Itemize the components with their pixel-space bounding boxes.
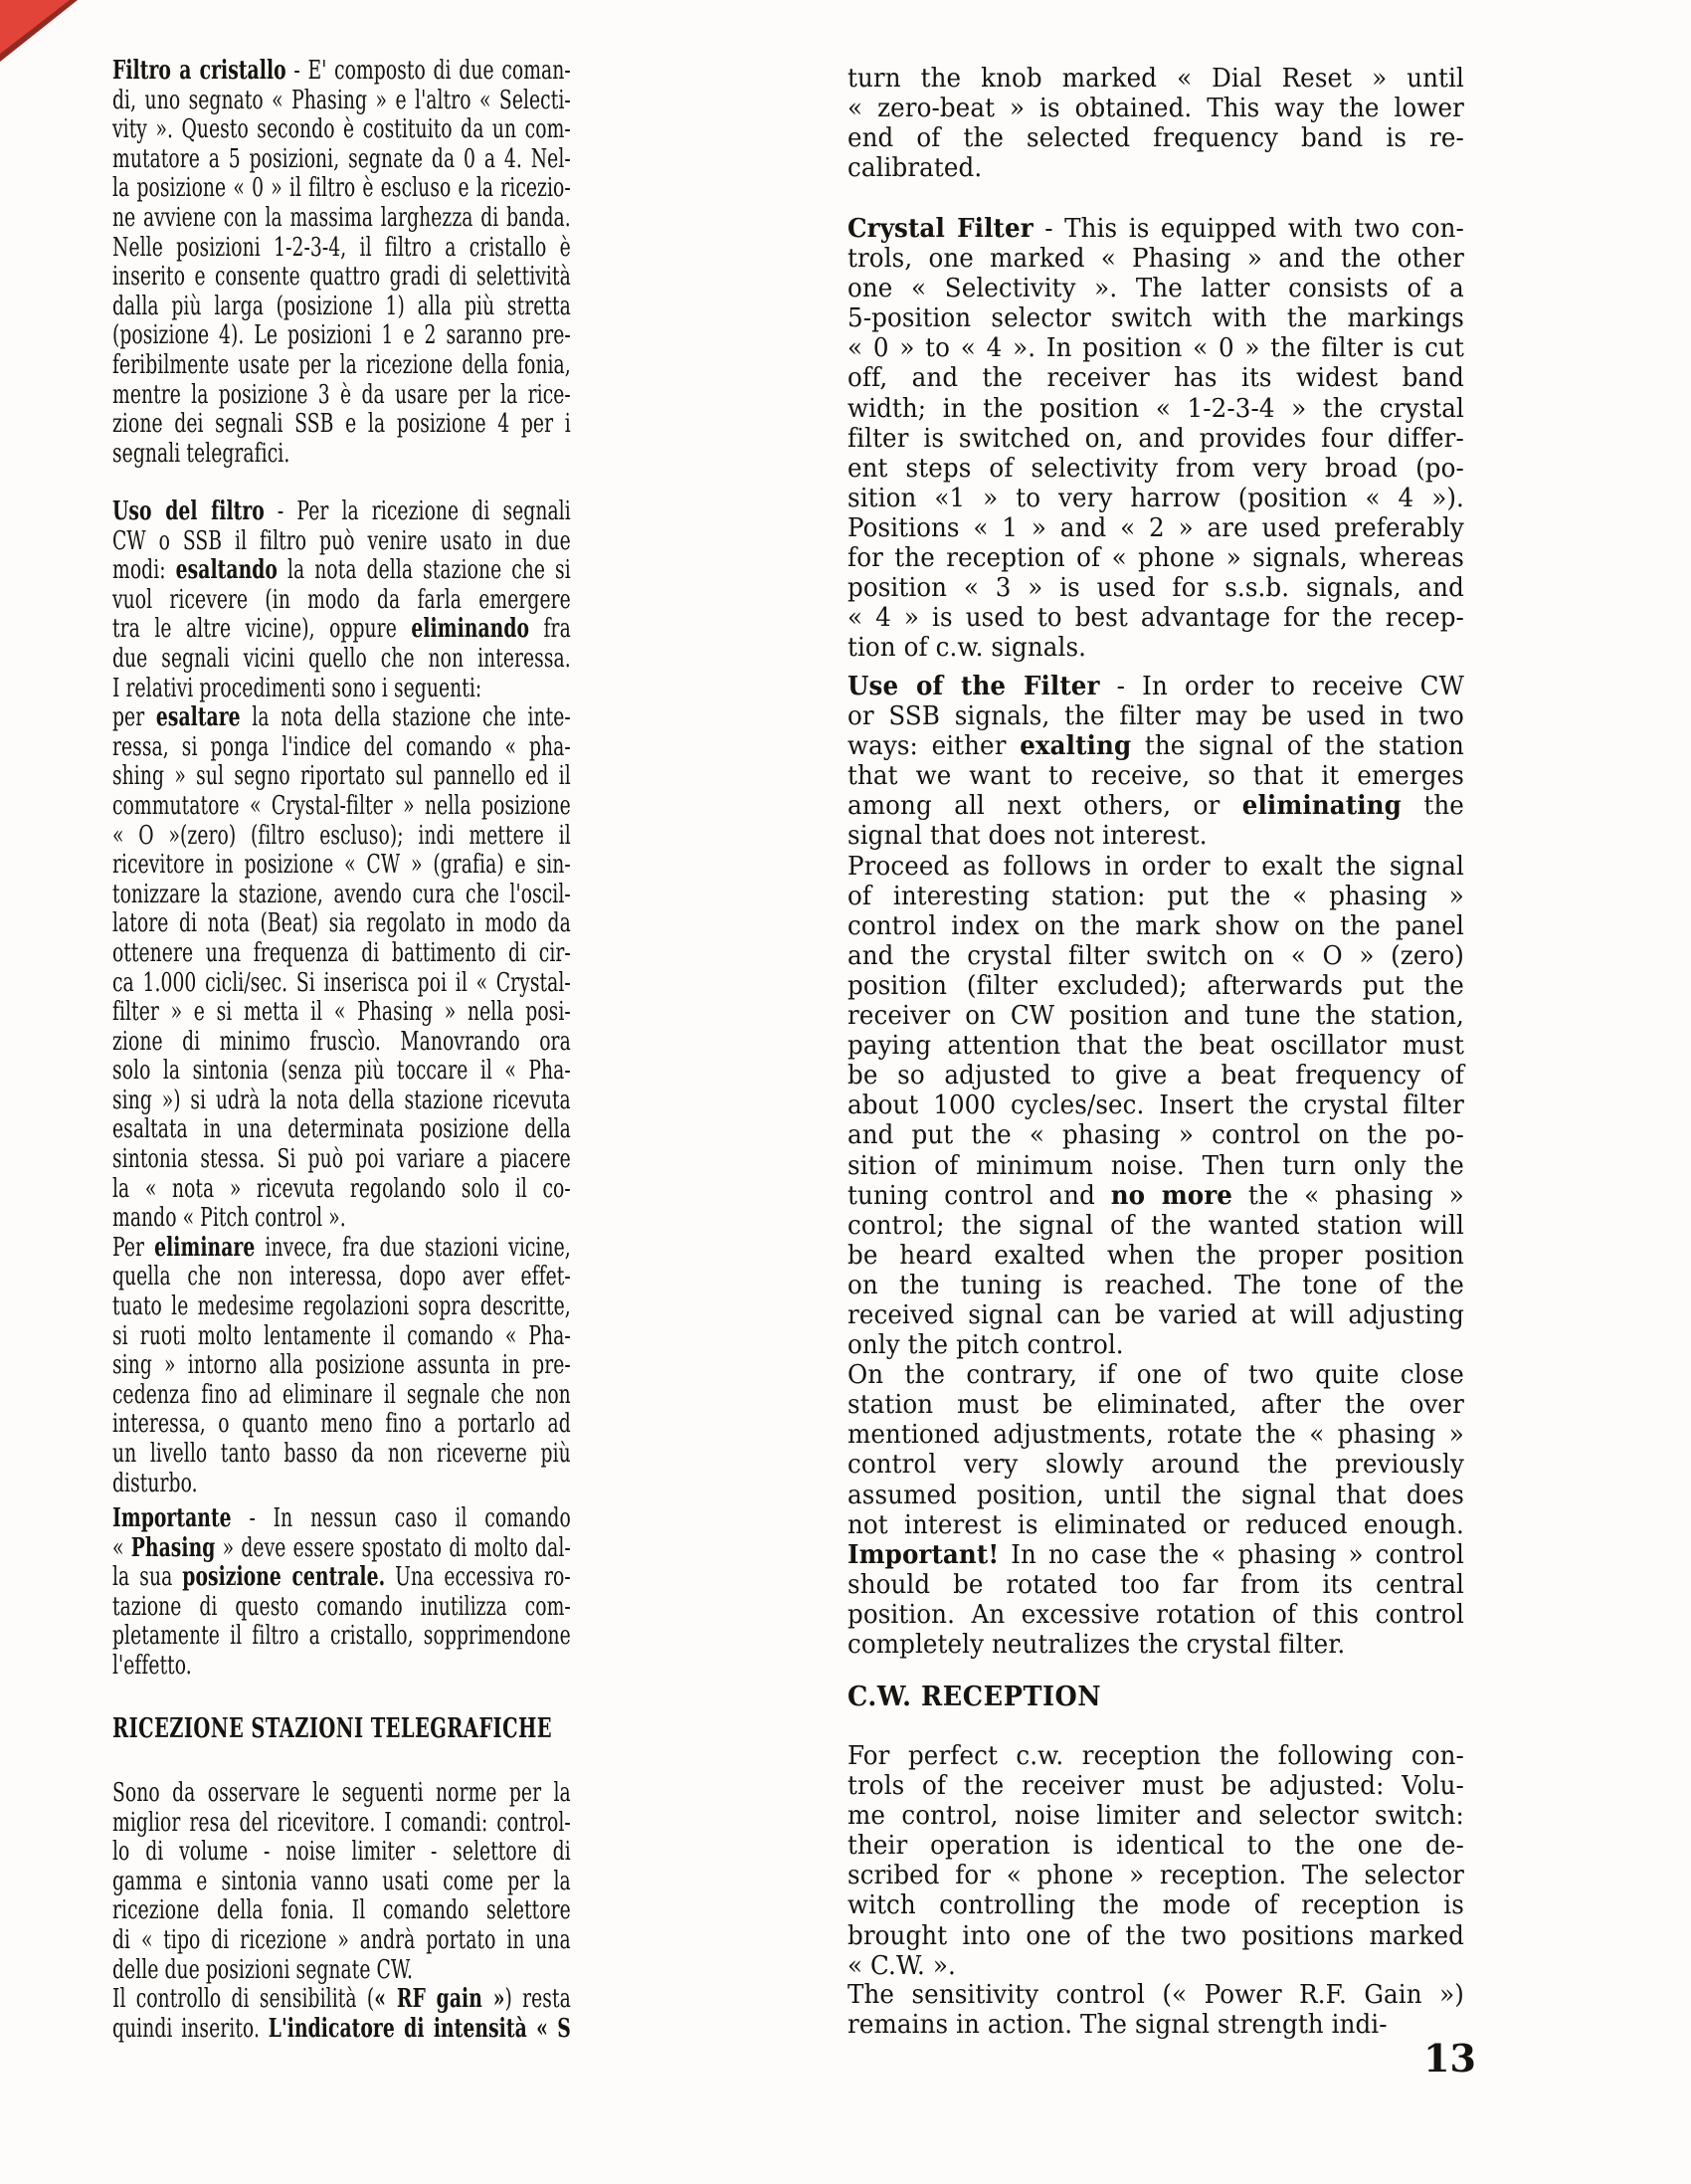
text-line: « 4 » is used to best advantage for the recep- [847,603,1464,634]
text-line: Uso del filtro - Per la ricezione di segnali [112,496,571,526]
text-line: For perfect c.w. reception the following con- [847,1741,1464,1771]
text-line: Nelle posizioni 1-2-3-4, il filtro a cristallo è [112,232,571,263]
text-line: quindi inserito. L'indicatore di intensità « S [112,2013,571,2044]
text-line: la sua posizione centrale. Una eccessiva ro- [112,1562,571,1593]
text-line: tonizzare la stazione, avendo cura che l'oscil- [112,879,571,909]
text-line: di « tipo di ricezione » andrà portato in una [112,1924,571,1955]
text-line: Filtro a cristallo - E' composto di due coman- [112,56,571,86]
paragraph [847,1980,1464,2040]
text-line: trols, one marked « Phasing » and the other [847,244,1464,275]
text-line: position (filter excluded); afterwards put the [847,970,1464,1001]
text-line: ricevitore in posizione « CW » (grafia) e sin- [112,850,571,881]
text-line: filter is switched on, and provides four differ- [847,423,1464,454]
text-line: disturbo. [112,1468,198,1498]
text-line: « C.W. ». [847,1950,956,1981]
text-line: solo la sintonia (senza più toccare il « Pha- [112,1056,571,1087]
text-line: mentioned adjustments, rotate the « phasing » [847,1420,1464,1451]
text-line: on the tuning is reached. The tone of the [847,1270,1464,1300]
paragraph [847,64,1464,183]
text-line: for the reception of « phone » signals, whereas [847,543,1464,574]
text-line: calibrated. [847,153,983,184]
text-line: cedenza fino ad eliminare il segnale che non [112,1379,571,1410]
text-line: lo di volume - noise limiter - selettore di [112,1837,571,1868]
page-corner-mark [0,0,78,62]
text-line: tion of c.w. signals. [847,633,1087,664]
text-line: per esaltare la nota della stazione che inte- [112,702,571,733]
text-line: la posizione « 0 » il filtro è escluso e la ricezio- [112,173,571,204]
text-line: ways: either exalting the signal of the station [847,731,1464,762]
text-line: me control, noise limiter and selector switch: [847,1801,1464,1832]
text-line: that we want to receive, so that it emerges [847,761,1464,792]
text-line: 5-position selector switch with the markings [847,303,1464,334]
text-line: Use of the Filter - In order to receive CW [847,672,1464,701]
text-line: control index on the mark show on the panel [847,910,1464,941]
text-line: be so adjusted to give a beat frequency of [847,1061,1464,1092]
text-line: esaltata in una determinata posizione della [112,1114,571,1145]
text-line: shing » sul segno riportato sul pannello ed il [112,761,571,792]
paragraph [847,1741,1464,1981]
text-line: tra le altre vicine), oppure eliminando fra [112,614,571,645]
text-line: due segnali vicini quello che non interessa. [112,643,571,674]
text-line: modi: esaltando la nota della stazione che si [112,555,571,586]
text-line: completely neutralizes the crystal filter. [847,1630,1346,1660]
text-line: position. An excessive rotation of this control [847,1599,1464,1630]
text-line: zione di minimo fruscìo. Manovrando ora [112,1026,571,1057]
text-line: signal that does not interest. [847,821,1208,852]
text-line: mentre la posizione 3 è da usare per la rice- [112,379,571,410]
text-line: control; the signal of the wanted station will [847,1210,1464,1241]
text-line: Importante - In nessun caso il comando [112,1503,571,1533]
text-line: scribed for « phone » reception. The selector [847,1861,1464,1891]
text-line: sition of minimum noise. Then turn only the [847,1150,1464,1181]
section-heading: C.W. RECEPTION [847,1682,1102,1712]
text-line: miglior resa del ricevitore. I comandi: control- [112,1807,571,1838]
text-line: I relativi procedimenti sono i seguenti: [112,673,482,703]
paragraph [112,1504,571,1682]
text-line: l'effetto. [112,1650,192,1681]
text-line: of interesting station: put the « phasing » [847,881,1464,911]
text-line: should be rotated too far from its central [847,1569,1464,1600]
text-line: inserito e consente quattro gradi di selettività [112,262,571,293]
text-line: tuning control and no more the « phasing » [847,1180,1464,1211]
text-line: off, and the receiver has its widest band [847,363,1464,394]
paragraph [847,214,1464,663]
text-line: (posizione 4). Le posizioni 1 e 2 saranno pre- [112,320,571,351]
text-line: receiver on CW position and tune the station, [847,1001,1464,1032]
text-line: un livello tanto basso da non riceverne più [112,1439,571,1469]
section-heading: RICEZIONE STAZIONI TELEGRAFICHE [112,1713,553,1744]
text-line: trols of the receiver must be adjusted: Volu- [847,1771,1464,1802]
text-line: width; in the position « 1-2-3-4 » the crystal [847,393,1464,424]
text-line: mando « Pitch control ». [112,1203,346,1234]
text-line: Proceed as follows in order to exalt the signal [847,851,1464,882]
text-line: On the contrary, if one of two quite close [847,1360,1464,1391]
paragraph [112,57,571,469]
text-line: sing ») si udrà la nota della stazione ricevuta [112,1085,571,1115]
text-line: sition «1 » to very harrow (position « 4 »). [847,483,1464,513]
page-number: 13 [1423,2036,1476,2081]
text-line: control very slowly around the previously [847,1450,1464,1481]
text-line: or SSB signals, the filter may be used in two [847,701,1464,732]
text-line: Sono da osservare le seguenti norme per la [112,1778,571,1808]
text-line: CW o SSB il filtro può venire usato in due [112,525,571,556]
page-corner-mark-fill [0,0,70,54]
text-line: The sensitivity control (« Power R.F. Gain ») [847,1980,1464,2010]
text-line: vuol ricevere (in modo da farla emergere [112,584,571,615]
text-line: di, uno segnato « Phasing » e l'altro « Selecti- [112,85,571,115]
text-line: turn the knob marked « Dial Reset » until [847,64,1464,94]
text-line: quella che non interessa, dopo aver effet- [112,1262,571,1292]
text-line: Crystal Filter - This is equipped with two con- [847,214,1464,244]
text-line: latore di nota (Beat) sia regolato in modo da [112,908,571,939]
paragraph [112,1779,571,2044]
text-line: « zero-beat » is obtained. This way the lower [847,94,1464,124]
text-line: witch controlling the mode of reception is [847,1890,1464,1921]
text-line: end of the selected frequency band is re- [847,123,1464,154]
text-line: ca 1.000 cicli/sec. Si inserisca poi il « Crystal- [112,967,571,998]
text-line: sing » intorno alla posizione assunta in pre- [112,1350,571,1381]
text-line: tuato le medesime regolazioni sopra descritte, [112,1291,571,1322]
text-line: ne avviene con la massima larghezza di banda. [112,202,571,233]
paragraph [112,497,571,1498]
text-line: « 0 » to « 4 ». In position « 0 » the filter is cut [847,333,1464,364]
text-line: sintonia stessa. Si può poi variare a piacere [112,1144,571,1175]
text-line: not interest is eliminated or reduced enough. [847,1509,1464,1540]
text-line: ressa, si ponga l'indice del comando « pha- [112,731,571,762]
text-line: about 1000 cycles/sec. Insert the crystal filter [847,1091,1464,1121]
text-line: dalla più larga (posizione 1) alla più stretta [112,291,571,321]
text-line: « O »(zero) (filtro escluso); indi mettere il [112,820,571,851]
text-line: delle due posizioni segnate CW. [112,1954,414,1985]
text-line: Il controllo di sensibilità (« RF gain ») resta [112,1984,571,2015]
text-line: one « Selectivity ». The latter consists of a [847,274,1464,304]
text-line: paying attention that the beat oscillator must [847,1031,1464,1062]
text-line: among all next others, or eliminating the [847,791,1464,822]
text-line: assumed position, until the signal that does [847,1480,1464,1510]
text-line: pletamente il filtro a cristallo, sopprimendone [112,1621,571,1652]
text-line: segnali telegrafici. [112,438,290,469]
text-line: zione dei segnali SSB e la posizione 4 per i [112,409,571,440]
text-line: be heard exalted when the proper position [847,1240,1464,1271]
text-line: only the pitch control. [847,1330,1124,1361]
text-line: si ruoti molto lentamente il comando « Pha- [112,1320,571,1351]
text-line: and put the « phasing » control on the po- [847,1120,1464,1151]
text-line: Important! In no case the « phasing » control [847,1539,1464,1570]
text-line: station must be eliminated, after the over [847,1390,1464,1421]
text-line: ricezione della fonia. Il comando selettore [112,1895,571,1926]
text-line: ent steps of selectivity from very broad (po- [847,453,1464,484]
text-line: received signal can be varied at will adjusting [847,1299,1464,1330]
text-line: Per eliminare invece, fra due stazioni vicine, [112,1232,571,1263]
text-line: la « nota » ricevuta regolando solo il co- [112,1173,571,1204]
text-line: position « 3 » is used for s.s.b. signals, and [847,573,1464,604]
text-line: « Phasing » deve essere spostato di molto dal- [112,1532,571,1563]
text-line: gamma e sintonia vanno usati come per la [112,1866,571,1896]
paragraph [847,672,1464,1660]
text-line: tazione di questo comando inutilizza com- [112,1591,571,1622]
text-line: their operation is identical to the one de- [847,1831,1464,1862]
text-line: and the crystal filter switch on « O » (zero) [847,940,1464,971]
text-line: filter » e si metta il « Phasing » nella posi- [112,997,571,1028]
text-line: feribilmente usate per la ricezione della fonia, [112,349,571,380]
text-line: Positions « 1 » and « 2 » are used preferably [847,512,1464,543]
text-line: ottenere una frequenza di battimento di cir- [112,937,571,968]
text-line: mutatore a 5 posizioni, segnate da 0 a 4. Nel- [112,143,571,174]
text-line: commutatore « Crystal-filter » nella posizione [112,790,571,821]
text-line: vity ». Questo secondo è costituito da un com- [112,114,571,145]
text-line: interessa, o quanto meno fino a portarlo ad [112,1409,571,1440]
text-line: remains in action. The signal strength indi- [847,2010,1388,2041]
text-line: brought into one of the two positions marked [847,1920,1464,1951]
